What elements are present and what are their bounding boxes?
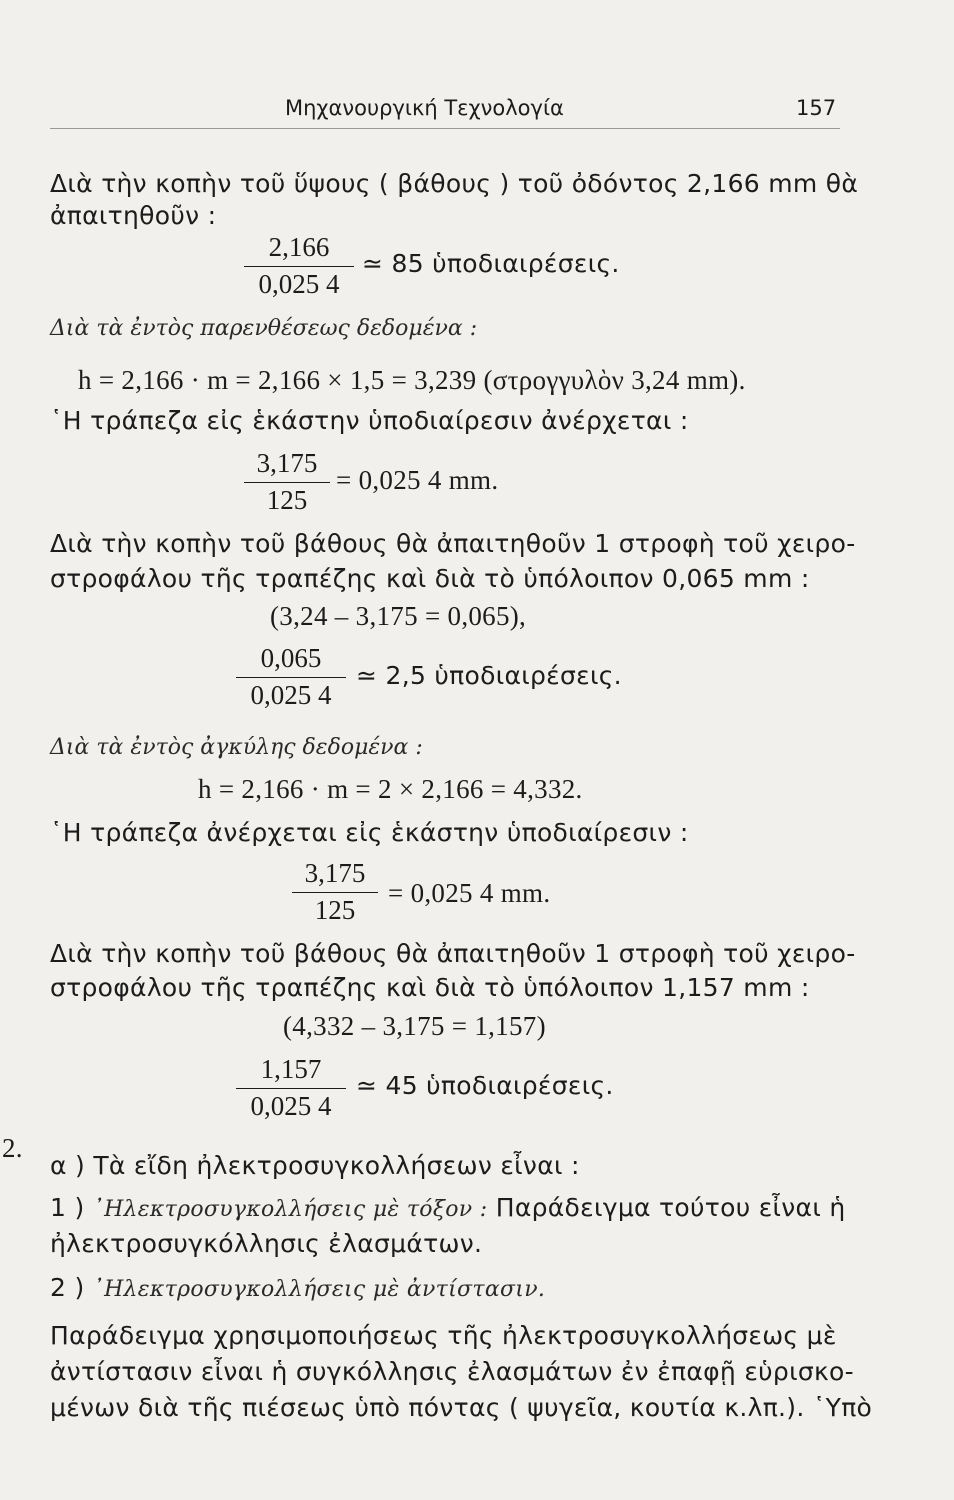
list-item xyxy=(50,1272,545,1306)
list-marker: 2 ) xyxy=(50,1273,93,1302)
text-line: ἀντίστασιν εἶναι ἡ συγκόλλησις ἐλασμάτων ἐν ἐπαφῇ εὑρισκο- xyxy=(50,1357,854,1386)
fraction-denominator: 125 xyxy=(314,895,356,925)
text-line: Διὰ τὴν κοπὴν τοῦ βάθους θὰ ἀπαιτηθοῦν 1 στροφὴ τοῦ χειρο- xyxy=(50,939,856,968)
fraction-denominator: 0,025 4 xyxy=(250,680,332,710)
text-line: α ) Τὰ εἴδη ἠλεκτροσυγκολλήσεων εἶναι : xyxy=(50,1151,580,1180)
list-marker: 1 ) xyxy=(50,1193,93,1222)
text-line: στροφάλου τῆς τραπέζης καὶ διὰ τὸ ὑπόλοιπον 0,065 mm : xyxy=(50,564,810,593)
formula-line: (4,332 – 3,175 = 1,157) xyxy=(283,1011,546,1041)
fraction-bar xyxy=(236,677,346,678)
header-rule xyxy=(50,128,840,129)
fraction-result: ≃ 85 ὑποδιαιρέσεις. xyxy=(362,249,620,278)
section-number: 2. xyxy=(2,1133,23,1163)
running-header-title: Μηχανουργική Τεχνολογία xyxy=(285,96,564,120)
fraction-result: = 0,025 4 mm. xyxy=(388,878,551,908)
text-line: Διὰ τὴν κοπὴν τοῦ βάθους θὰ ἀπαιτηθοῦν 1 στροφὴ τοῦ χειρο- xyxy=(50,529,856,558)
fraction xyxy=(244,448,330,515)
fraction-numerator: 1,157 xyxy=(260,1054,322,1084)
fraction xyxy=(236,643,346,710)
fraction xyxy=(244,232,354,299)
fraction xyxy=(236,1054,346,1121)
text-line: ἠλεκτροσυγκόλλησις ἐλασμάτων. xyxy=(50,1229,483,1258)
text-line: ἀπαιτηθοῦν : xyxy=(50,201,217,230)
fraction-result: ≃ 2,5 ὑποδιαιρέσεις. xyxy=(356,661,622,690)
fraction-result: = 0,025 4 mm. xyxy=(336,465,499,495)
formula-line: (3,24 – 3,175 = 0,065), xyxy=(270,601,527,631)
text-line: ῾Η τράπεζα ἀνέρχεται εἰς ἑκάστην ὑποδιαίρεσιν : xyxy=(50,818,689,847)
fraction-result: ≃ 45 ὑποδιαιρέσεις. xyxy=(356,1071,614,1100)
fraction-denominator: 125 xyxy=(266,485,308,515)
fraction-numerator: 2,166 xyxy=(268,232,330,262)
text-line: μένων διὰ τῆς πιέσεως ὑπὸ πόντας ( ψυγεῖα, κουτία κ.λπ.). ῾Υπὸ xyxy=(50,1393,873,1422)
italic-term: ᾽Ηλεκτροσυγκολλήσεις μὲ ἀντίστασιν. xyxy=(92,1277,546,1302)
text-line: στροφάλου τῆς τραπέζης καὶ διὰ τὸ ὑπόλοιπον 1,157 mm : xyxy=(50,973,810,1002)
text-line: ῾Η τράπεζα εἰς ἑκάστην ὑποδιαίρεσιν ἀνέρχεται : xyxy=(50,406,689,435)
fraction-bar xyxy=(292,892,378,893)
italic-term: ᾽Ηλεκτροσυγκολλήσεις μὲ τόξον : xyxy=(92,1197,488,1222)
italic-heading: Διὰ τὰ ἐντὸς ἀγκύλης δεδομένα : xyxy=(50,735,423,760)
fraction-bar xyxy=(244,482,330,483)
text-line: Διὰ τὴν κοπὴν τοῦ ὕψους ( βάθους ) τοῦ ὀδόντος 2,166 mm θὰ xyxy=(50,169,859,198)
list-text: Παράδειγμα τούτου εἶναι ἡ xyxy=(487,1193,846,1222)
fraction-numerator: 3,175 xyxy=(304,858,366,888)
fraction-bar xyxy=(244,266,354,267)
fraction-numerator: 3,175 xyxy=(256,448,318,478)
page-number: 157 xyxy=(796,96,837,120)
fraction xyxy=(292,858,378,925)
formula-line: h = 2,166 · m = 2 × 2,166 = 4,332. xyxy=(198,774,583,804)
italic-heading: Διὰ τὰ ἐντὸς παρενθέσεως δεδομένα : xyxy=(50,316,478,341)
fraction-denominator: 0,025 4 xyxy=(250,1091,332,1121)
fraction-denominator: 0,025 4 xyxy=(258,269,340,299)
fraction-numerator: 0,065 xyxy=(260,643,322,673)
formula-line: h = 2,166 · m = 2,166 × 1,5 = 3,239 (στρογγυλὸν 3,24 mm). xyxy=(78,365,746,395)
list-item xyxy=(50,1192,846,1226)
fraction-bar xyxy=(236,1088,346,1089)
text-line: Παράδειγμα χρησιμοποιήσεως τῆς ἠλεκτροσυγκολλήσεως μὲ xyxy=(50,1321,837,1350)
